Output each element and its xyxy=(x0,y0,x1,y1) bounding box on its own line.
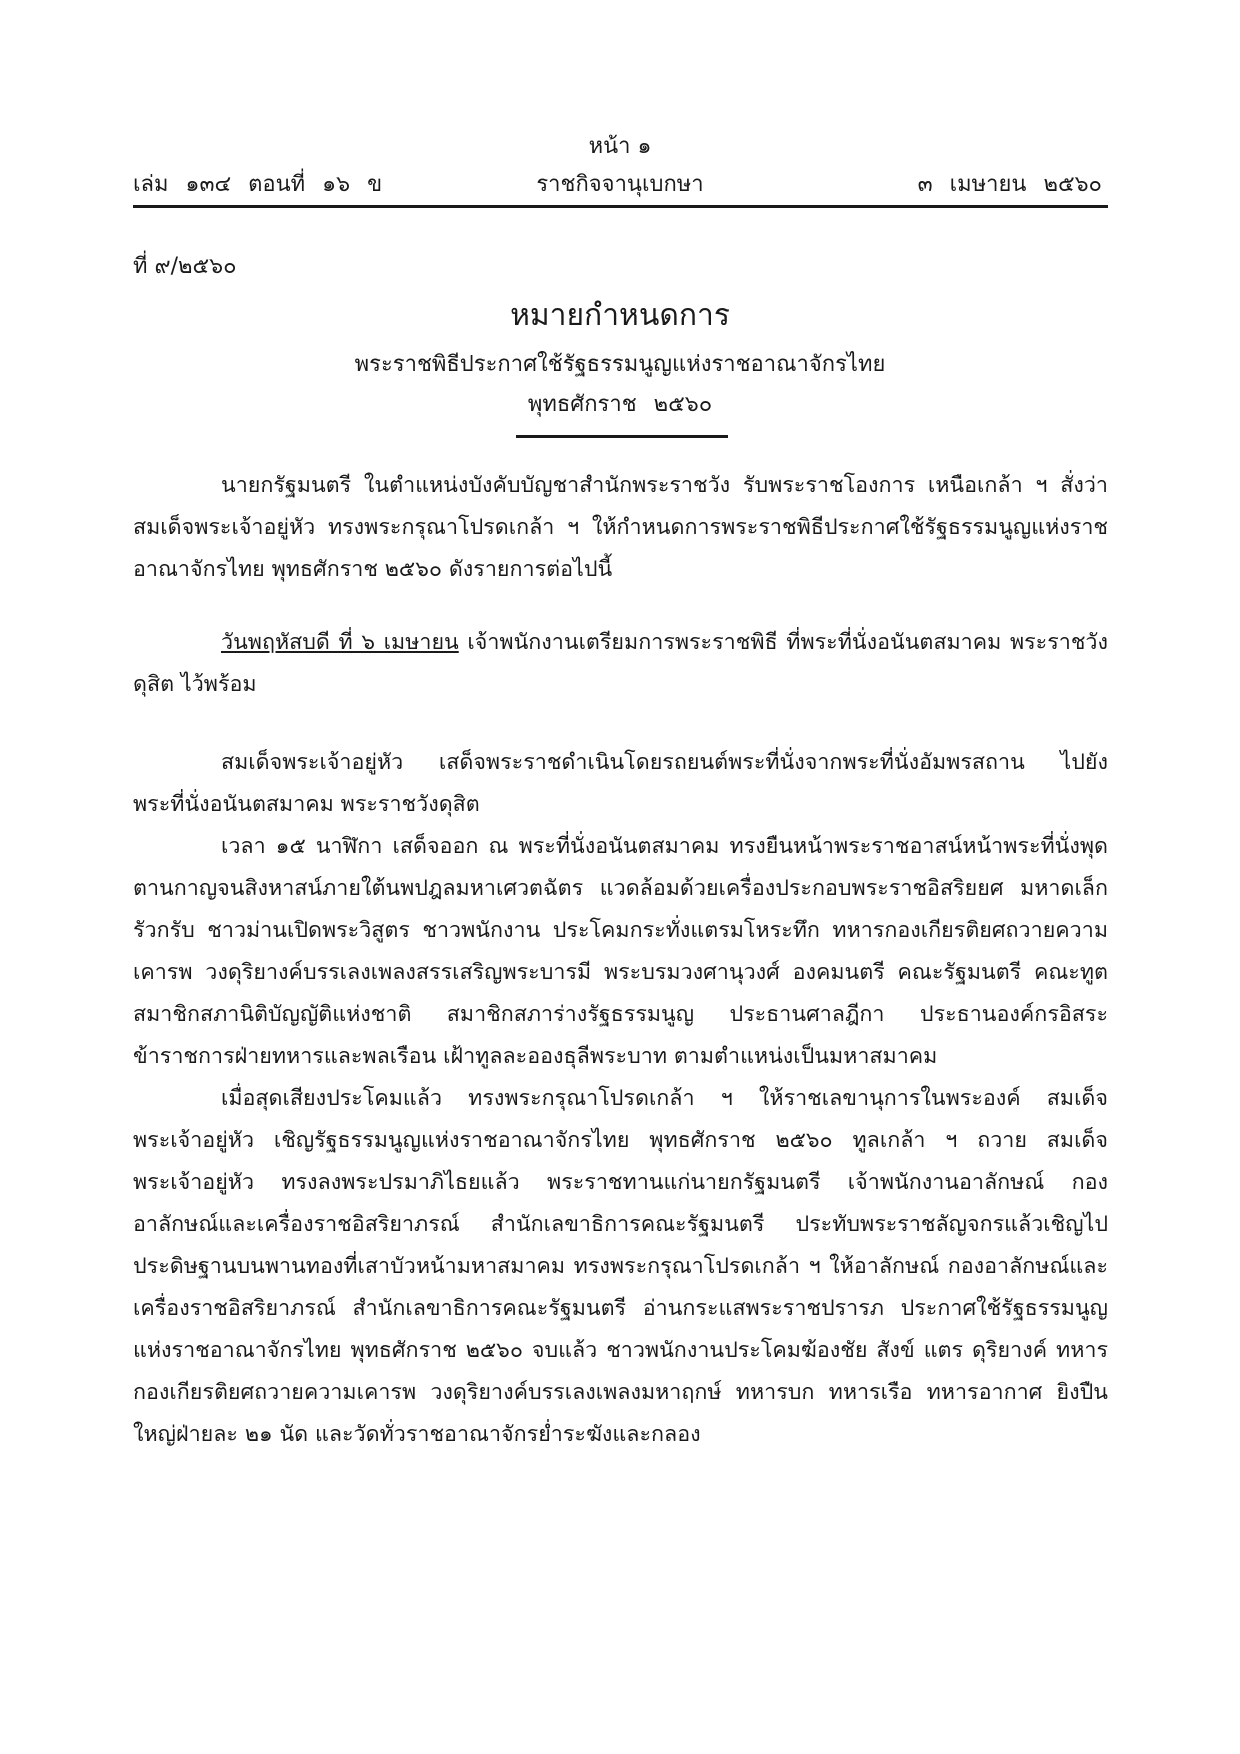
ceremony-paragraph: สมเด็จพระเจ้าอยู่หัว เสด็จพระราชดำเนินโดยรถยนต์พระที่นั่งจากพระที่นั่งอัมพรสถาน ไปยังพระที่นั่งอนันตสมาคม พระราชวังดุสิต xyxy=(133,750,1108,817)
document-title: หมายกำหนดการ xyxy=(510,298,730,333)
day-paragraph xyxy=(133,622,1108,706)
day-date-label: วันพฤหัสบดี ที่ ๖ เมษายน xyxy=(221,630,459,655)
document-number: ที่ ๙/๒๕๖๐ xyxy=(133,254,237,279)
intro-paragraph: นายกรัฐมนตรี ในตำแหน่งบังคับบัญชาสำนักพระราชวัง รับพระราชโองการ เหนือเกล้า ฯ สั่งว่า สมเด็จพระเจ้าอยู่หัว ทรงพระกรุณาโปรดเกล้า ฯ ให้กำหนดการพระราชพิธีประกาศใช้รัฐธรรมนูญแห่งราชอาณาจักรไทย พุทธศักราช ๒๕๖๐ ดังรายการต่อไปนี้ xyxy=(133,473,1108,582)
title-divider xyxy=(516,435,728,438)
intro-section xyxy=(133,465,1108,591)
day-text: เจ้าพนักงานเตรียมการพระราชพิธี ที่พระที่นั่งอนันตสมาคม พระราชวังดุสิต ไว้พร้อม xyxy=(133,630,1108,697)
ceremony-paragraph: เมื่อสุดเสียงประโคมแล้ว ทรงพระกรุณาโปรดเกล้า ฯ ให้ราชเลขานุการในพระองค์ สมเด็จพระเจ้าอยู่หัว เชิญรัฐธรรมนูญแห่งราชอาณาจักรไทย พุทธศักราช ๒๕๖๐ ทูลเกล้า ฯ ถวาย สมเด็จพระเจ้าอยู่หัว ทรงลงพระปรมาภิไธยแล้ว พระราชทานแก่นายกรัฐมนตรี เจ้าพนักงานอาลักษณ์ กองอาลักษณ์และเครื่องราชอิสริยาภรณ์ สำนักเลขาธิการคณะรัฐมนตรี ประทับพระราชลัญจกรแล้วเชิญไป ประดิษฐานบนพานทองที่เสาบัวหน้ามหาสมาคม ทรงพระกรุณาโปรดเกล้า ฯ ให้อาลักษณ์ กองอาลักษณ์และเครื่องราชอิสริยาภรณ์ สำนักเลขาธิการคณะรัฐมนตรี อ่านกระแสพระราชปรารภ ประกาศใช้รัฐธรรมนูญแห่งราชอาณาจักรไทย พุทธศักราช ๒๕๖๐ จบแล้ว ชาวพนักงานประโคมฆ้องชัย สังข์ แตร ดุริยางค์ ทหารกองเกียรติยศถวายความเคารพ วงดุริยางค์บรรเลงเพลงมหาฤกษ์ ทหารบก ทหารเรือ ทหารอากาศ ยิงปืนใหญ่ฝ่ายละ ๒๑ นัด และวัดทั่วราชอาณาจักรย่ำระฆังและกลอง xyxy=(133,1086,1108,1447)
document-year: พุทธศักราช ๒๕๖๐ xyxy=(527,392,713,417)
header-divider xyxy=(133,205,1108,208)
publication-date: ๓ เมษายน ๒๕๖๐ xyxy=(917,172,1102,197)
document-subtitle: พระราชพิธีประกาศใช้รัฐธรรมนูญแห่งราชอาณาจักรไทย xyxy=(354,352,886,377)
gazette-name: ราชกิจจานุเบกษา xyxy=(536,172,704,197)
page-number: หน้า ๑ xyxy=(588,134,652,159)
day-section xyxy=(133,622,1108,706)
volume-issue: เล่ม ๑๓๔ ตอนที่ ๑๖ ข xyxy=(133,172,383,197)
ceremony-section xyxy=(133,742,1108,1456)
ceremony-paragraph: เวลา ๑๕ นาฬิกา เสด็จออก ณ พระที่นั่งอนันตสมาคม ทรงยืนหน้าพระราชอาสน์หน้าพระที่นั่งพุดตานกาญจนสิงหาสน์ภายใต้นพปฎลมหาเศวตฉัตร แวดล้อมด้วยเครื่องประกอบพระราชอิสริยยศ มหาดเล็กรัวกรับ ชาวม่านเปิดพระวิสูตร ชาวพนักงาน ประโคมกระทั่งแตรมโหระทึก ทหารกองเกียรติยศถวายความเคารพ วงดุริยางค์บรรเลงเพลงสรรเสริญพระบารมี พระบรมวงศานุวงศ์ องคมนตรี คณะรัฐมนตรี คณะทูต สมาชิกสภานิติบัญญัติแห่งชาติ สมาชิกสภาร่างรัฐธรรมนูญ ประธานศาลฎีกา ประธานองค์กรอิสระ ข้าราชการฝ่ายทหารและพลเรือน เฝ้าทูลละอองธุลีพระบาท ตามตำแหน่งเป็นมหาสมาคม xyxy=(133,834,1108,1069)
